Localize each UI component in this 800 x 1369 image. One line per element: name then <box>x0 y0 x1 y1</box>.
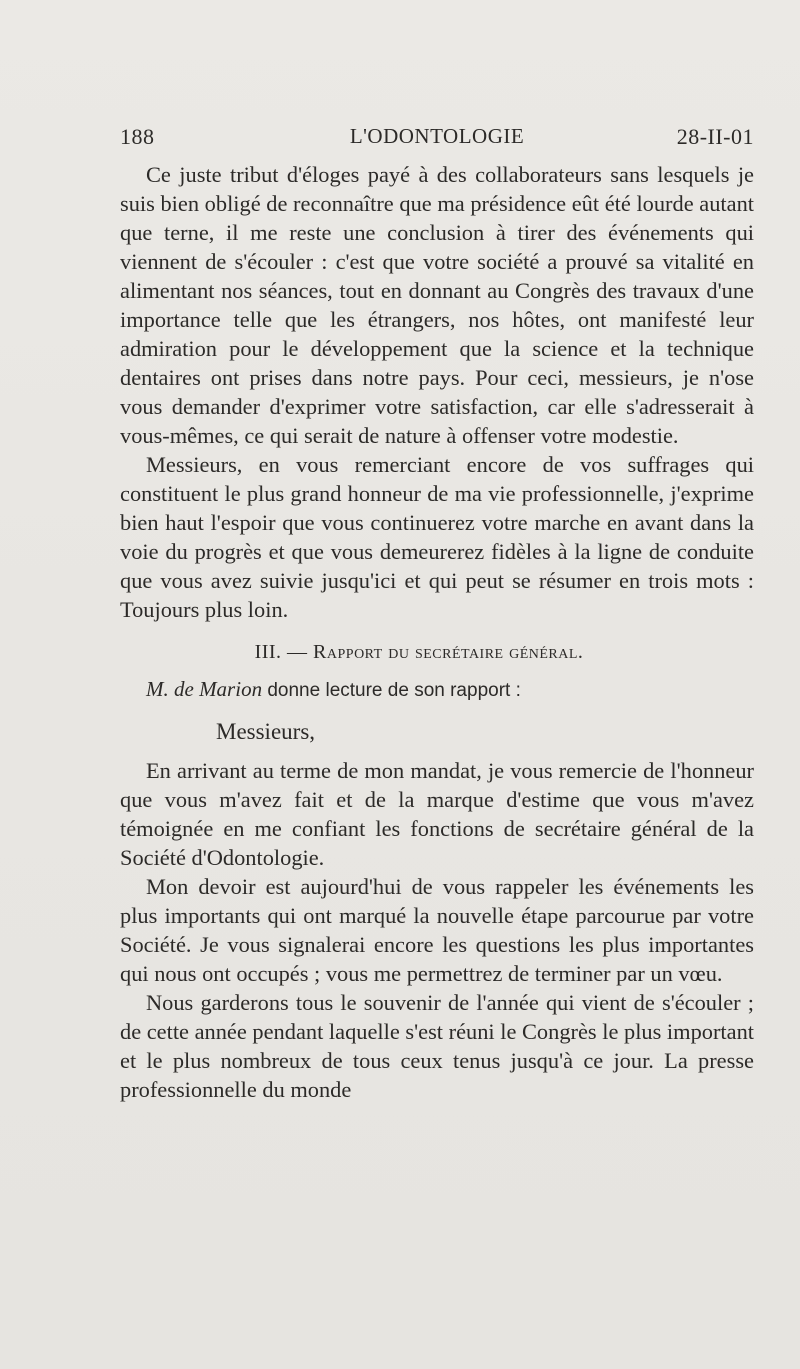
section-heading <box>120 638 754 667</box>
speaker-name: M. de Marion <box>146 677 263 701</box>
section-dash: — <box>287 641 308 663</box>
section-number: III. <box>254 641 282 663</box>
body-text <box>120 160 754 1104</box>
lecture-text: donne lecture de son rapport : <box>267 680 521 701</box>
journal-title: L'ODONTOLOGIE <box>349 124 525 148</box>
paragraph-mandate-thanks: En arrivant au terme de mon mandat, je vous remercie de l'honneur que vous m'avez fait et de la marque d'estime que vous m'avez témoignée en me confiant les fonctions de secrétaire général de la Société d'Odontologie. <box>120 758 754 870</box>
paragraph-closing-thanks: Messieurs, en vous remerciant encore de vos suffrages qui constituent le plus grand honneur de ma vie professionnelle, j'exprime bien haut l'espoir que vous continuerez votre marche en avant dans la voie du progrès et que vous demeurerez fidèles à la ligne de conduite que vous avez suivie jusqu'ici et qui peut se résumer en trois mots : Toujours plus loin. <box>120 452 754 622</box>
lecture-intro <box>120 675 754 705</box>
running-head <box>120 124 754 154</box>
paragraph-presidential-conclusion: Ce juste tribut d'éloges payé à des collaborateurs sans lesquels je suis bien obligé de reconnaître que ma présidence eût été lourde autant que terne, il me reste une conclusion à tirer des événements qui viennent de s'écouler : c'est que votre société a prouvé sa vitalité en alimentant nos séances, tout en donnant au Congrès des travaux d'une importance telle que les étrangers, nos hôtes, ont manifesté leur admiration pour le développement que la science et la technique dentaires ont prises dans notre pays. Pour ceci, messieurs, je n'ose vous demander d'exprimer votre satisfaction, car elle s'adresserait à vous-mêmes, ce qui serait de nature à offenser votre modestie. <box>120 162 754 448</box>
section-title: Rapport du secrétaire général. <box>313 641 584 663</box>
salutation: Messieurs, <box>216 719 316 744</box>
issue-date: 28-II-01 <box>676 124 754 149</box>
paragraph-duty: Mon devoir est aujourd'hui de vous rappeler les événements les plus importants qui ont marqué la nouvelle étape parcourue par votre Société. Je vous signalerai encore les questions les plus importantes qui nous ont occupés ; vous me permettrez de terminer par un vœu. <box>120 874 754 986</box>
paragraph-congress-memory: Nous garderons tous le souvenir de l'année qui vient de s'écouler ; de cette année pendant laquelle s'est réuni le Congrès le plus important et le plus nombreux de tous ceux tenus jusqu'à ce jour. La presse professionnelle du monde <box>120 990 754 1102</box>
page-number: 188 <box>120 124 155 149</box>
